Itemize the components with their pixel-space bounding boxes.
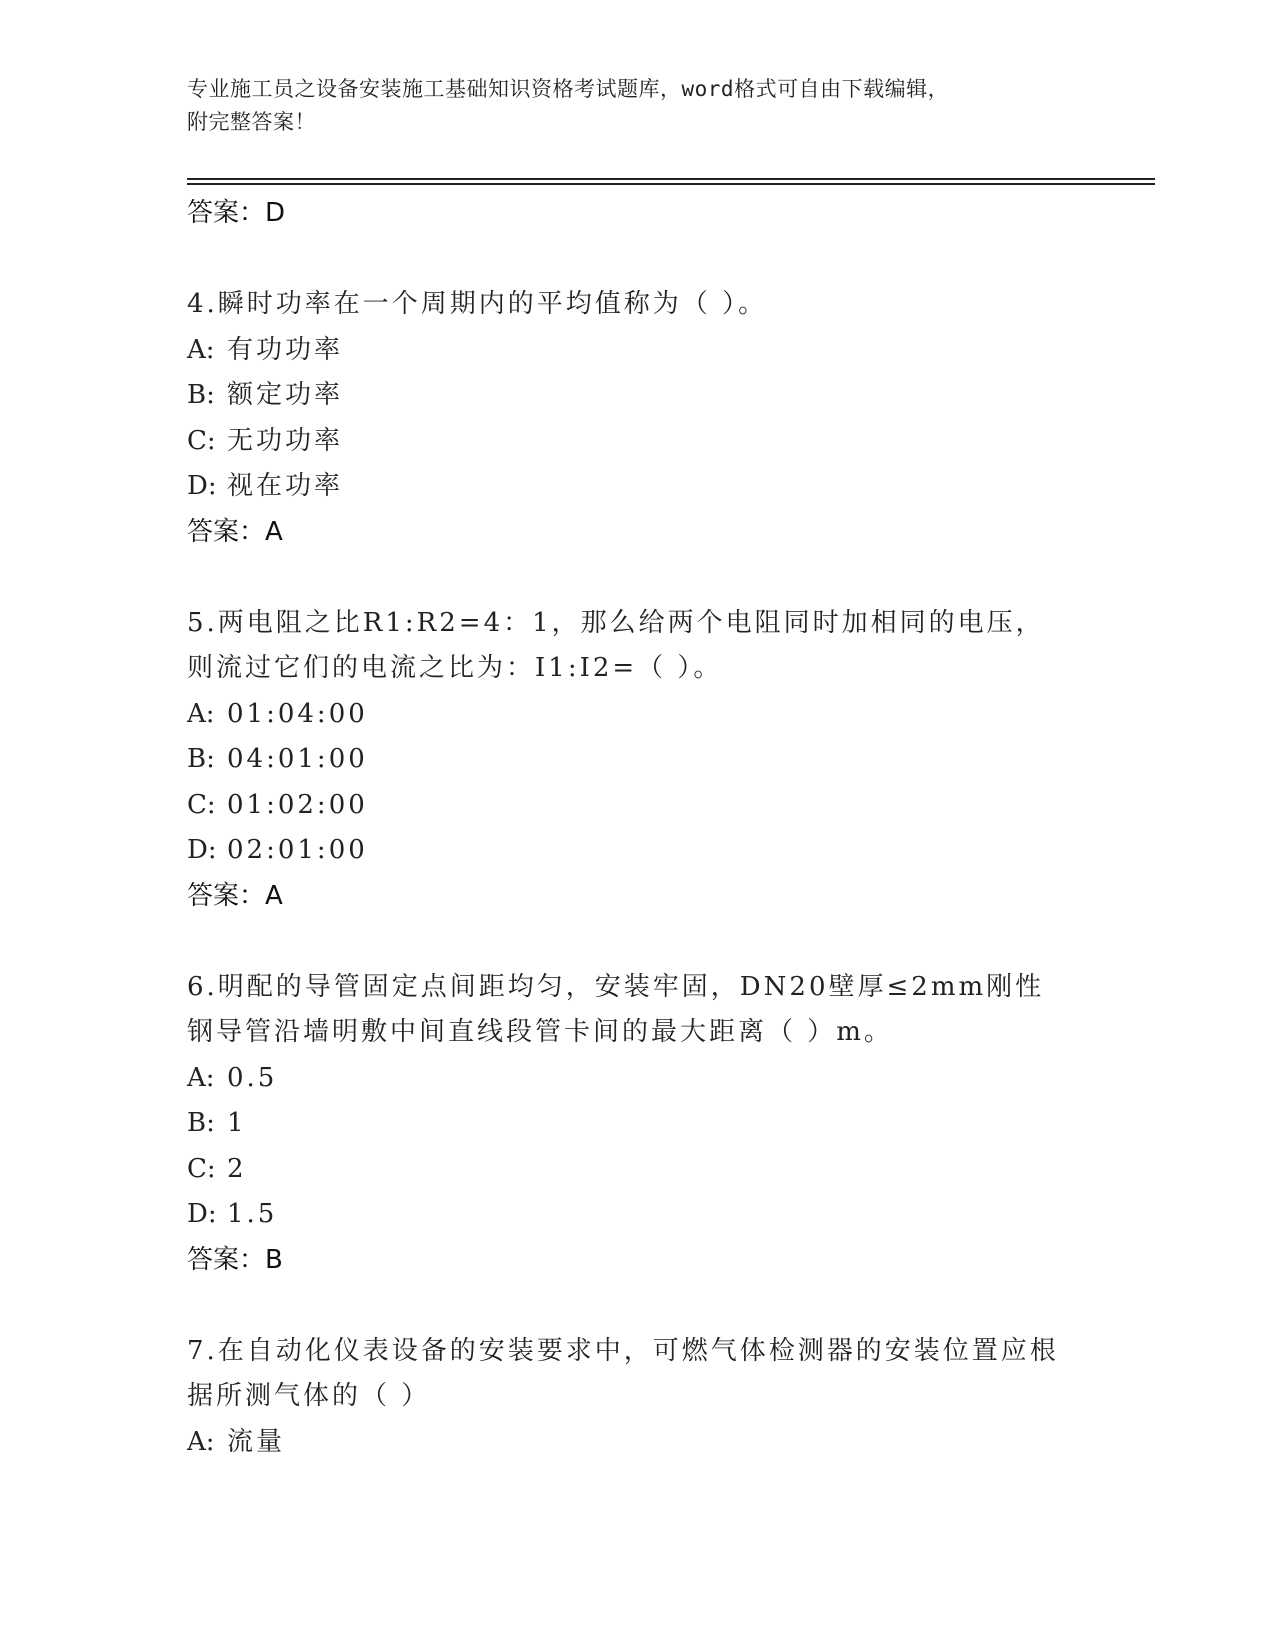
option-key: C:	[187, 425, 216, 456]
option-d	[187, 464, 1157, 510]
option-text: 04:01:00	[227, 744, 368, 774]
option-a	[187, 1056, 1157, 1102]
option-key: A:	[187, 698, 215, 729]
option-key: C:	[187, 789, 216, 820]
question-6	[187, 965, 1157, 1283]
document-page	[187, 0, 1157, 1650]
question-list	[187, 191, 1157, 1465]
option-b	[187, 373, 1157, 419]
option-text: 1.5	[227, 1199, 278, 1229]
option-key: D:	[187, 471, 217, 501]
option-text: 视在功率	[227, 471, 344, 501]
option-text: 无功功率	[227, 425, 344, 456]
question-text: 5.两电阻之比R1:R2=4：1，那么给两个电阻同时加相同的电压，则流过它们的电流之比为：I1:I2=（ ）。	[187, 607, 1045, 683]
question-text: 6.明配的导管固定点间距均匀，安装牢固，DN20壁厚≤2mm刚性钢导管沿墙明敷中间直线段管卡间的最大距离（ ）m。	[187, 971, 1045, 1047]
option-text: 流量	[227, 1426, 286, 1457]
header-divider-bottom	[187, 183, 1155, 185]
option-c	[187, 1147, 1157, 1193]
option-key: A:	[187, 334, 215, 365]
question-text: 7.在自动化仪表设备的安装要求中，可燃气体检测器的安装位置应根据所测气体的（ ）	[187, 1335, 1059, 1411]
option-text: 1	[227, 1108, 247, 1138]
option-text: 额定功率	[227, 380, 344, 410]
option-text: 01:04:00	[227, 698, 368, 729]
option-a	[187, 1420, 1157, 1466]
option-c	[187, 419, 1157, 465]
option-text: 02:01:00	[227, 835, 368, 865]
option-c	[187, 783, 1157, 829]
option-b	[187, 737, 1157, 783]
option-key: A:	[187, 1062, 215, 1093]
header-line-2: 附完整答案！	[187, 110, 316, 134]
option-d	[187, 1192, 1157, 1238]
document-header	[187, 73, 1067, 139]
question-4	[187, 282, 1157, 555]
previous-answer: 答案：D	[187, 198, 286, 228]
header-line-1: 专业施工员之设备安装施工基础知识资格考试题库，word格式可自由下载编辑，	[187, 77, 950, 101]
option-key: D:	[187, 1199, 217, 1229]
option-a	[187, 328, 1157, 374]
question-5	[187, 601, 1157, 919]
option-key: B:	[187, 744, 215, 774]
option-text: 01:02:00	[227, 789, 368, 820]
option-key: B:	[187, 380, 215, 410]
answer: 答案：A	[187, 516, 283, 547]
answer: 答案：B	[187, 1244, 283, 1275]
option-key: A:	[187, 1426, 215, 1457]
option-text: 2	[227, 1153, 247, 1184]
option-d	[187, 828, 1157, 874]
option-b	[187, 1101, 1157, 1147]
header-divider-top	[187, 178, 1155, 180]
option-key: C:	[187, 1153, 216, 1184]
option-a	[187, 692, 1157, 738]
question-text: 4.瞬时功率在一个周期内的平均值称为（ ）。	[187, 289, 768, 319]
answer: 答案：A	[187, 880, 283, 911]
option-key: B:	[187, 1108, 215, 1138]
option-text: 有功功率	[227, 334, 344, 365]
option-key: D:	[187, 835, 217, 865]
option-text: 0.5	[227, 1062, 278, 1093]
question-7	[187, 1329, 1157, 1466]
